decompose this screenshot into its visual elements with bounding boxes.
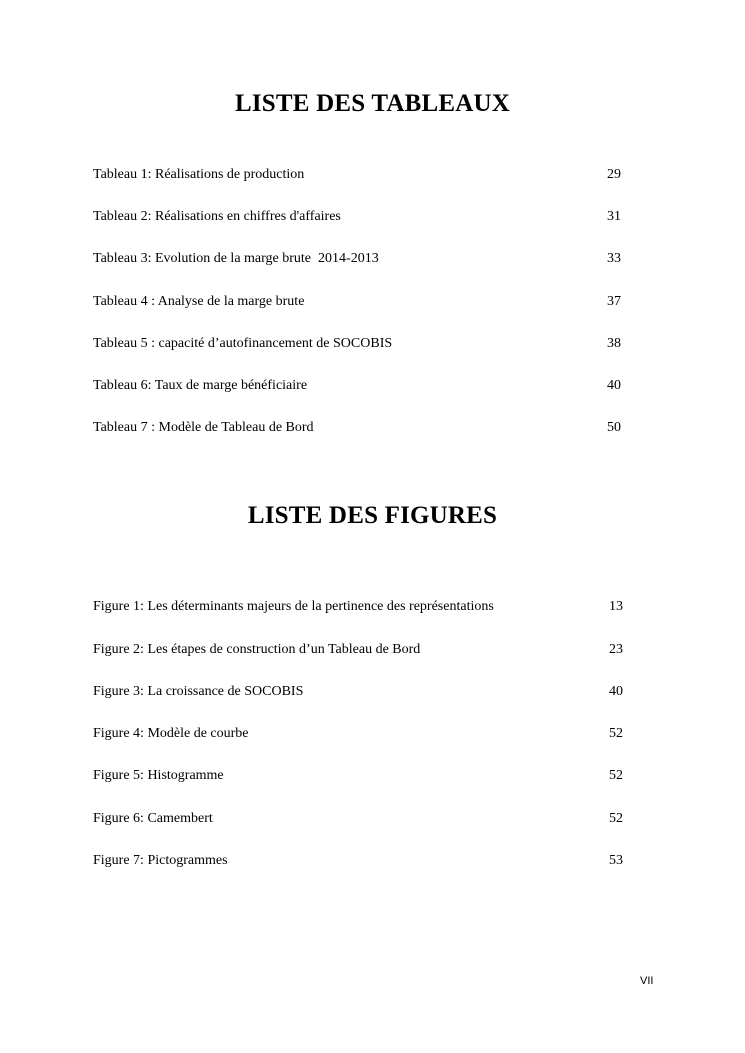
- entry-label: Tableau 7 : Modèle de Tableau de Bord: [93, 420, 314, 435]
- entry-page-number: 31: [607, 209, 621, 224]
- entry-page-number: 53: [609, 853, 623, 868]
- entry-label: Tableau 6: Taux de marge bénéficiaire: [93, 378, 308, 393]
- tables-list-title: LISTE DES TABLEAUX: [235, 90, 510, 117]
- entry-label: Tableau 2: Réalisations en chiffres d'affaires: [93, 209, 341, 224]
- list-item: [93, 809, 633, 829]
- list-item: [93, 418, 633, 438]
- entry-label: Figure 4: Modèle de courbe: [93, 726, 249, 741]
- page-number: VII: [640, 975, 654, 987]
- list-item: [93, 292, 633, 312]
- list-item: [93, 851, 633, 871]
- entry-label: Tableau 1: Réalisations de production: [93, 167, 305, 182]
- entry-label: Figure 7: Pictogrammes: [93, 853, 228, 868]
- entry-label: Figure 5: Histogramme: [93, 768, 224, 783]
- list-item: [93, 724, 633, 744]
- list-item: [93, 249, 633, 269]
- list-item: [93, 334, 633, 354]
- entry-label: Figure 3: La croissance de SOCOBIS: [93, 684, 304, 699]
- entry-page-number: 52: [609, 726, 623, 741]
- list-item: [93, 597, 633, 617]
- entry-label: Figure 1: Les déterminants majeurs de la pertinence des représentations: [93, 599, 494, 614]
- entry-label: Tableau 4 : Analyse de la marge brute: [93, 294, 305, 309]
- figures-list-title: LISTE DES FIGURES: [247, 502, 498, 529]
- list-item: [93, 682, 633, 702]
- entry-page-number: 38: [607, 336, 621, 351]
- list-item: [93, 376, 633, 396]
- entry-page-number: 37: [607, 294, 621, 309]
- entry-page-number: 40: [609, 684, 623, 699]
- entry-page-number: 33: [607, 251, 621, 266]
- entry-label: Tableau 5 : capacité d’autofinancement de SOCOBIS: [93, 336, 393, 351]
- entry-page-number: 40: [607, 378, 621, 393]
- entry-page-number: 23: [609, 642, 623, 657]
- entry-page-number: 52: [609, 768, 623, 783]
- entry-page-number: 13: [609, 599, 623, 614]
- list-item: [93, 165, 633, 185]
- entry-label: Figure 2: Les étapes de construction d’un Tableau de Bord: [93, 642, 421, 657]
- entry-page-number: 29: [607, 167, 621, 182]
- entry-label: Figure 6: Camembert: [93, 811, 213, 826]
- list-item: [93, 766, 633, 786]
- list-item: [93, 207, 633, 227]
- entry-label: Tableau 3: Evolution de la marge brute 2014-2013: [93, 251, 379, 266]
- list-item: [93, 640, 633, 660]
- entry-page-number: 50: [607, 420, 621, 435]
- entry-page-number: 52: [609, 811, 623, 826]
